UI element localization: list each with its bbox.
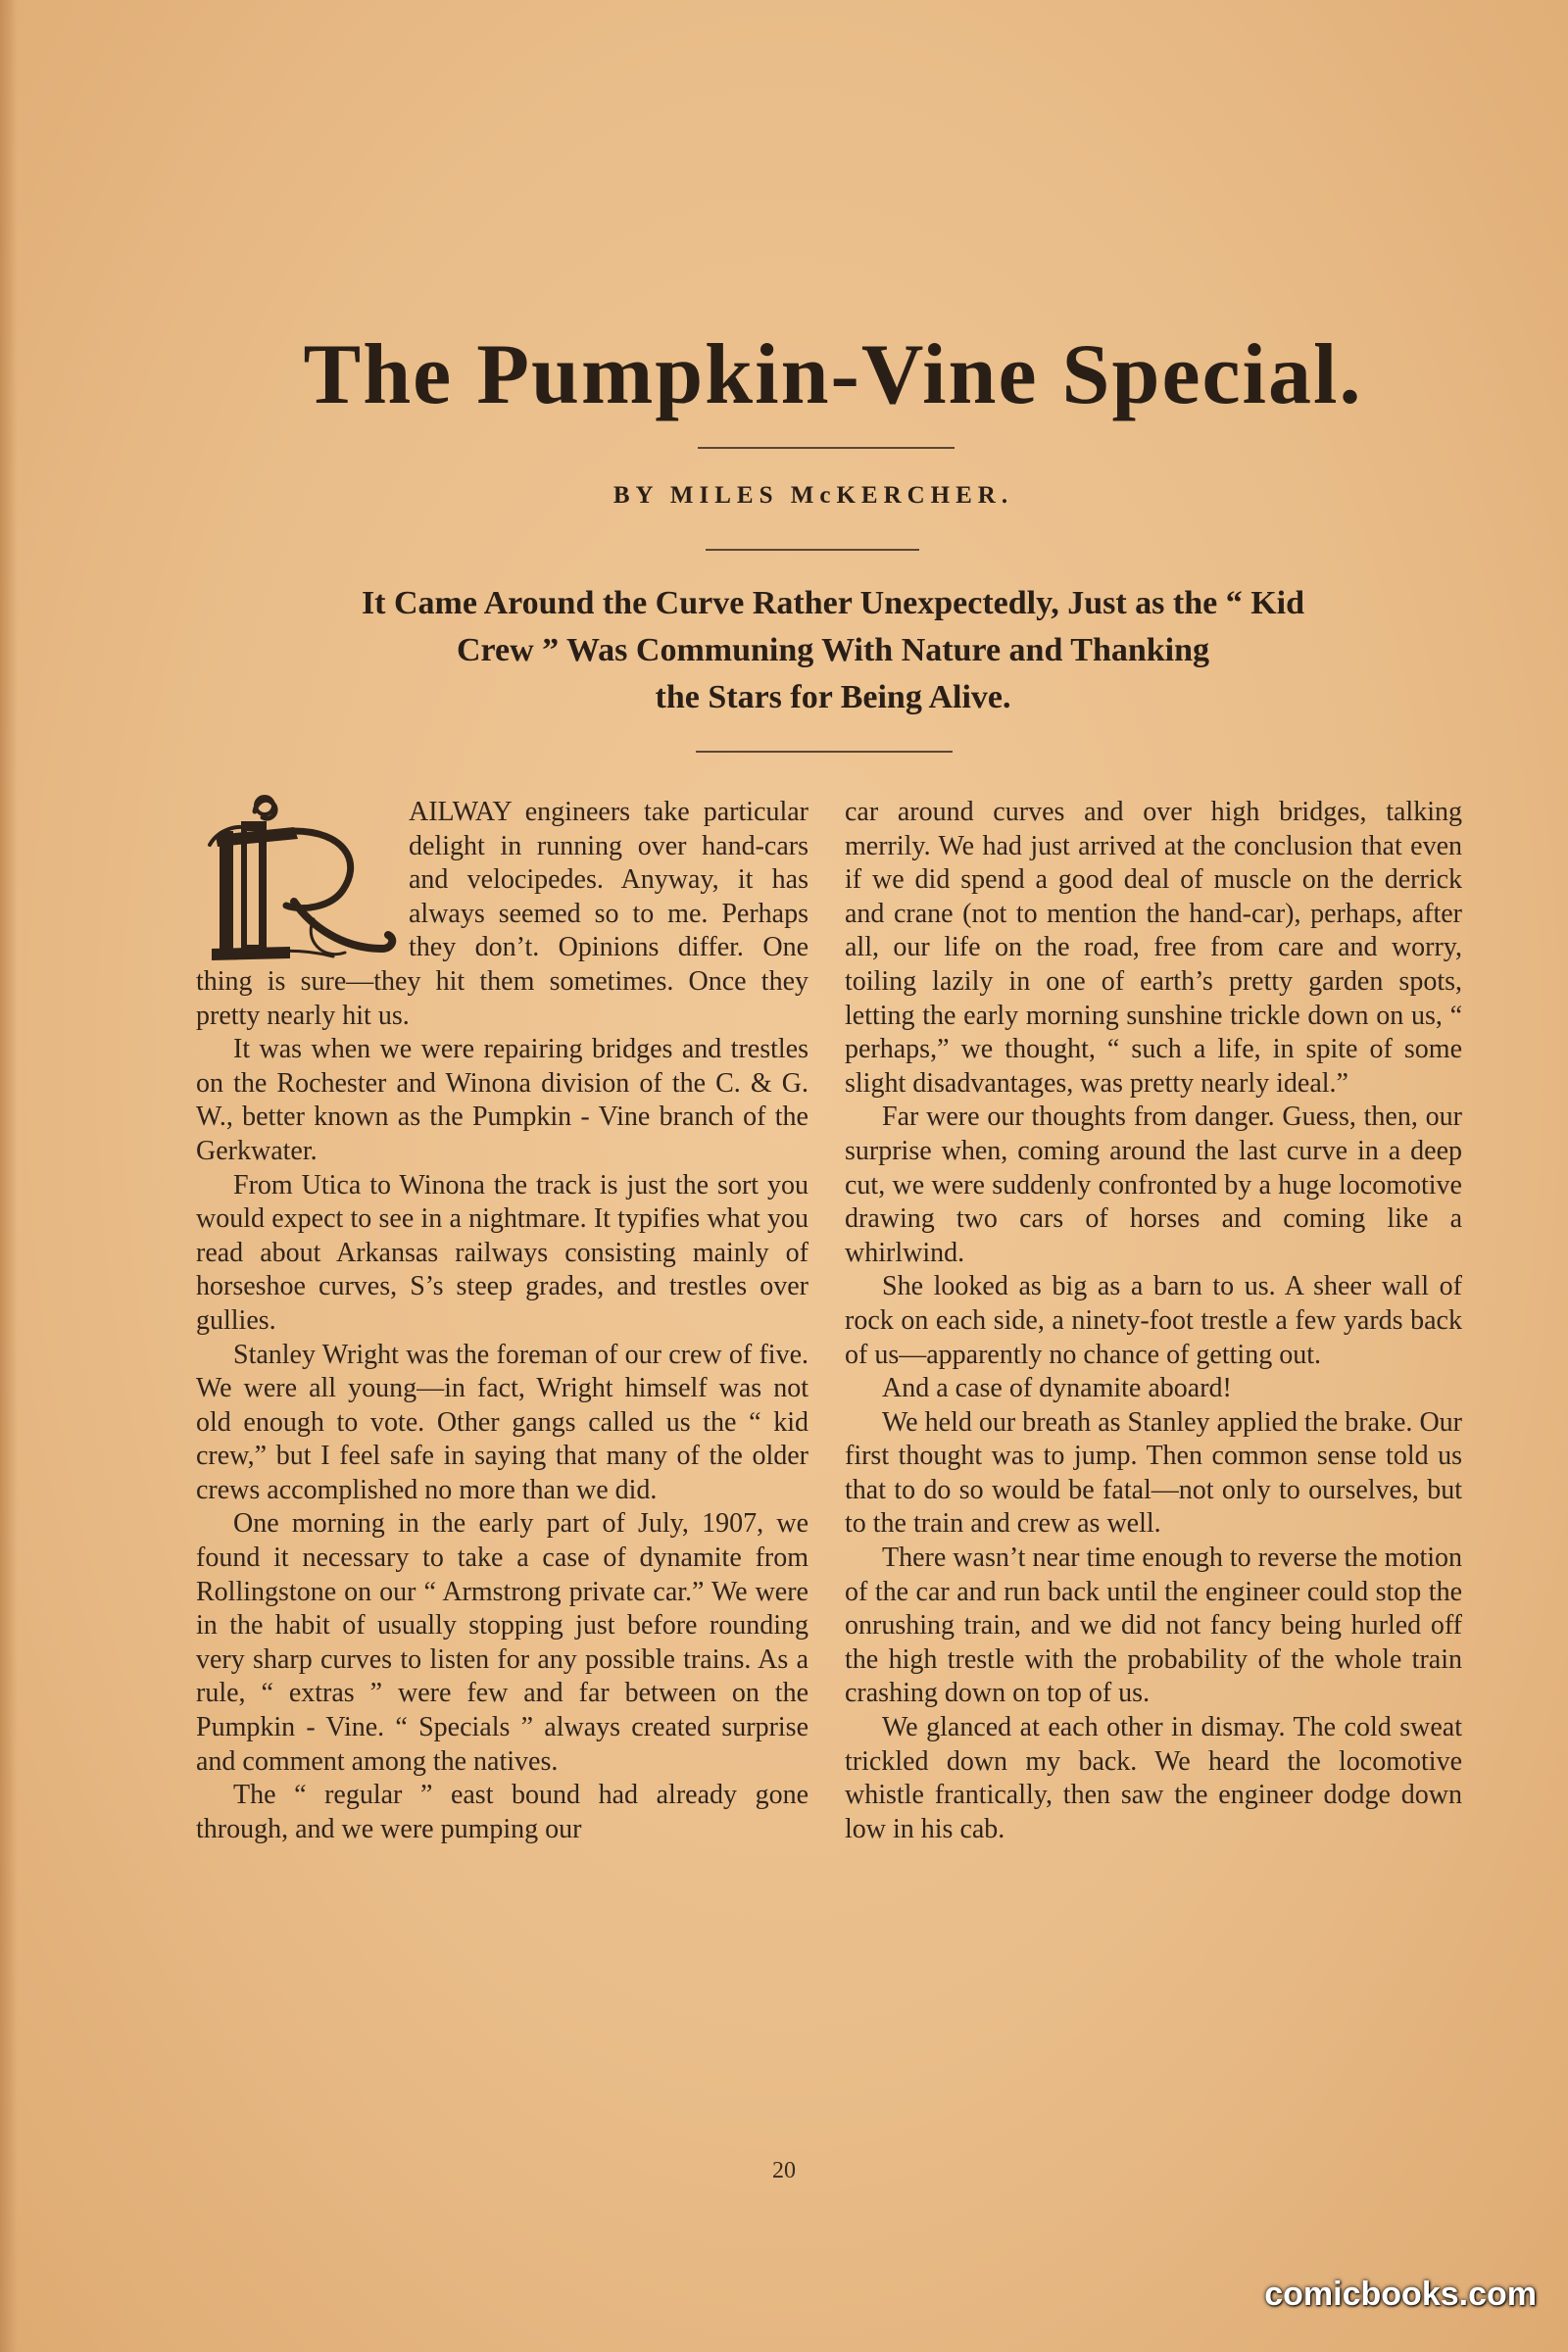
paragraph: One morning in the early part of July, 1907, we found it necessary to take a case of dynamite from Rollingstone on our “ Armstrong private car.” We were in the habit of usually stopping just before rounding very sharp curves to listen for any possible trains. As a rule, “ extras ” were few and far between on the Pumpkin - Vine. “ Specials ” always created surprise and comment among the natives.: [196, 1508, 808, 1777]
paragraph: She looked as big as a barn to us. A sheer wall of rock on each side, a ninety-foot trestle a few yards back of us—apparently no chance of getting out.: [845, 1271, 1462, 1370]
byline-divider: [706, 549, 919, 551]
decorative-drop-cap-r: [196, 792, 397, 962]
paragraph: There wasn’t near time enough to reverse the motion of the car and run back until the engineer could stop the onrushing train, and we did not fancy being hurled off the high trestle with the probability of the whole train crashing down on top of us.: [845, 1543, 1462, 1709]
title-divider: [698, 447, 955, 449]
subheading-divider: [696, 751, 953, 753]
article-title: The Pumpkin-Vine Special.: [303, 327, 1363, 422]
paragraph: We glanced at each other in dismay. The cold sweat trickled down my back. We heard the locomotive whistle frantically, then saw the engineer dodge down low in his cab.: [845, 1712, 1462, 1844]
source-watermark: comicbooks.com: [1264, 2276, 1537, 2313]
paragraph: And a case of dynamite aboard!: [882, 1373, 1232, 1404]
paragraph: The “ regular ” east bound had already gone through, and we were pumping our: [196, 1780, 808, 1844]
byline: BY MILES McKERCHER.: [612, 482, 1014, 509]
right-column: [845, 796, 1462, 1846]
subheading: [196, 580, 1470, 721]
subheading-line: Crew ” Was Communing With Nature and Thanking: [456, 632, 1210, 668]
paragraph: AILWAY engineers take particular delight in running over hand-cars and velocipedes. Anyway, it has always seemed so to me. Perhaps they don’t. Opinions differ. One thing is sure—they hit them sometimes. Once they pretty nearly hit us.: [196, 797, 808, 1031]
paragraph: From Utica to Winona the track is just the sort you would expect to see in a nightmare. It typifies what you read about Arkansas railways consisting mainly of horseshoe curves, S’s steep grades, and trestles over gullies.: [196, 1169, 808, 1336]
subheading-line: the Stars for Being Alive.: [655, 679, 1011, 715]
paragraph: It was when we were repairing bridges and trestles on the Rochester and Winona division of the C. & G. W., better known as the Pumpkin - Vine branch of the Gerkwater.: [196, 1034, 808, 1166]
page-edge-shadow: [0, 0, 18, 2352]
page-number: 20: [772, 2158, 796, 2183]
paragraph: car around curves and over high bridges, talking merrily. We had just arrived at the conclusion that even if we did spend a good deal of muscle on the derrick and crane (not to mention the hand-car), perhaps, after all, our life on the road, free from care and worry, toiling lazily in one of earth’s pretty garden spots, letting the early morning sunshine trickle down on us, “ perhaps,” we thought, “ such a life, in spite of some slight disadvantages, was pretty nearly ideal.”: [845, 797, 1462, 1099]
paragraph: Stanley Wright was the foreman of our crew of five. We were all young—in fact, Wright himself was not old enough to vote. Other gangs called us the “ kid crew,” but I feel safe in saying that many of the older crews accomplished no more than we did.: [196, 1339, 808, 1505]
paragraph: We held our breath as Stanley applied the brake. Our first thought was to jump. Then common sense told us that to do so would be fatal—not only to ourselves, but to the train and crew as well.: [845, 1406, 1462, 1540]
subheading-line: It Came Around the Curve Rather Unexpectedly, Just as the “ Kid: [361, 585, 1305, 621]
left-column: [196, 796, 808, 1846]
paragraph: Far were our thoughts from danger. Guess, then, our surprise when, coming around the last curve in a deep cut, we were suddenly confronted by a huge locomotive drawing two cars of horses and coming like a whirlwind.: [845, 1102, 1462, 1268]
